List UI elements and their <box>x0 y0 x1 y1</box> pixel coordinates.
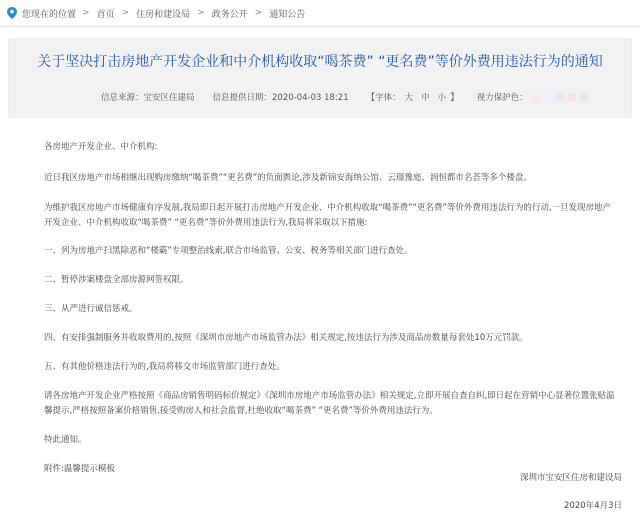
font-size-medium-button[interactable]: 中 <box>421 93 430 103</box>
article-body <box>44 140 616 477</box>
breadcrumb <box>0 0 640 27</box>
measure-item: 三、从严进行诚信惩戒。 <box>44 304 138 314</box>
breadcrumb-separator: > <box>254 8 263 18</box>
issue-date: 2020年4月3日 <box>564 501 622 511</box>
article-header <box>8 38 632 118</box>
measure-item: 二、暂停涉案楼盘全部房源网签权限。 <box>44 275 189 285</box>
measure-item: 五、有其他价格违法行为的,我局将移交市场监管部门进行查处。 <box>44 362 285 372</box>
body-paragraph: 近日我区房地产市场相继出现购房缴纳“喝茶费”“更名费”的负面舆论,涉及新锦安海纳公馆、云璟豫庭、润恒都市名荟等多个楼盘。 <box>44 173 532 183</box>
font-size-small-button[interactable]: 小 <box>437 93 447 103</box>
measure-item: 一、列为房地产扫黑除恶和“楼霸”专项整治线索,联合市场监管、公安、税务等相关部门进行查处。 <box>44 246 413 256</box>
body-paragraph: 为维护我区房地产市场健康有序发展,我局即日起开展打击房地产开发企业、中介机构收取“喝茶费”“更名费”等价外费用违法行为的行动,一旦发现房地产开发企业、中介机构收取“喝茶费” “更名费”等价外费用违法行为,我局将采取以下措施: <box>44 203 612 228</box>
location-pin-icon <box>7 7 17 19</box>
vision-protect-label: 视力保护色： <box>476 93 528 103</box>
body-paragraph: 请各房地产开发企业严格按照《商品房销售明码标价规定》《深圳市房地产市场监管办法》相关规定,立即开展自查自纠,即日起在营销中心显著位置张贴温馨提示,严格按照备案价格销售,接受购房人和社会监督,杜绝收取“喝茶费” “更名费”等价外费用违法行为。 <box>44 391 615 416</box>
info-source: 信息来源：宝安区住建局 <box>101 93 195 103</box>
article-meta <box>101 91 588 103</box>
breadcrumb-link-housing-bureau[interactable]: 住房和建设局 <box>136 9 191 20</box>
color-swatch-rose[interactable] <box>568 93 576 101</box>
color-swatch-grey-blue[interactable] <box>580 93 588 101</box>
salutation: 各房地产开发企业、中介机构: <box>44 142 158 152</box>
article-title: 关于坚决打击房地产开发企业和中介机构收取“喝茶费” “更名费”等价外费用违法行为的通知 <box>37 54 603 70</box>
attachment-link[interactable]: 附件:温馨提示模板 <box>44 464 115 474</box>
info-date: 信息提供日期：2020-04-03 18:21 <box>212 93 349 103</box>
color-swatch-pink[interactable] <box>532 93 540 101</box>
font-size-close: 】 <box>450 93 459 103</box>
color-swatch-purple[interactable] <box>556 93 564 101</box>
breadcrumb-link-gov-affairs[interactable]: 政务公开 <box>211 9 248 20</box>
breadcrumb-location-label: 您现在的位置 <box>22 9 77 20</box>
closing-remark: 特此通知。 <box>44 435 87 445</box>
breadcrumb-separator: > <box>197 8 205 18</box>
font-size-large-button[interactable]: 大 <box>404 93 414 103</box>
font-size-label: 【字体： <box>366 93 401 103</box>
breadcrumb-link-notices[interactable]: 通知公告 <box>269 9 306 20</box>
breadcrumb-separator: > <box>82 8 90 18</box>
breadcrumb-separator: > <box>121 8 130 18</box>
breadcrumb-link-home[interactable]: 首页 <box>96 9 115 20</box>
measure-item: 四、有安排强制服务并收取费用的,按照《深圳市房地产市场监管办法》相关规定,按违法行为涉及商品房数量每套处10万元罚款。 <box>44 333 528 343</box>
color-swatch-blue[interactable] <box>544 93 552 101</box>
issuer-signature: 深圳市宝安区住房和建设局 <box>519 473 622 483</box>
